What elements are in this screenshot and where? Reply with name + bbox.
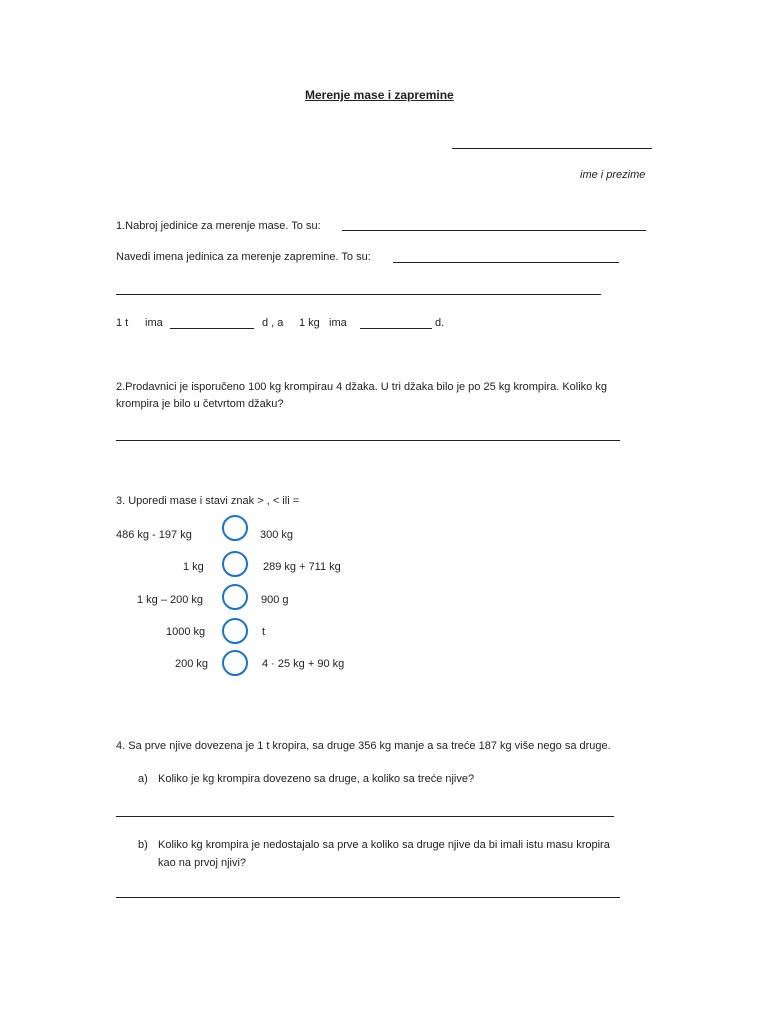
q3-row-4-sign-circle[interactable] [222, 618, 248, 644]
q3-prompt: 3. Uporedi mase i stavi znak > , < ili = [116, 495, 300, 507]
q1-volume-units-answer-line[interactable] [393, 262, 619, 263]
q1-extra-answer-line[interactable] [116, 294, 601, 295]
q4-b-question-line-1: Koliko kg krompira je nedostajalo sa prve a koliko sa druge njive da bi imali istu masu kropira [158, 839, 610, 851]
q1-ima-label-2: ima [329, 317, 347, 329]
q1-ton-label: 1 t [116, 317, 129, 329]
q1-ima-label-1: ima [145, 317, 163, 329]
q3-row-4-left: 1000 kg [166, 626, 206, 638]
q1-volume-units-prompt: Navedi imena jedinica za merenje zapremine. To su: [116, 251, 371, 263]
q3-row-5-right: 4 · 25 kg + 90 kg [262, 658, 345, 670]
q4-a-marker: a) [138, 773, 148, 785]
q1-d-a-label: d , a [262, 317, 284, 329]
q3-row-3-sign-circle[interactable] [222, 584, 248, 610]
q2-text-line-1: 2.Prodavnici je isporučeno 100 kg krompirau 4 džaka. U tri džaka bilo je po 25 kg krompira. Koliko kg [116, 381, 607, 393]
q4-b-marker: b) [138, 839, 148, 851]
q3-row-5-left: 200 kg [175, 658, 209, 670]
name-input-line[interactable] [452, 148, 652, 149]
q4-a-question: Koliko je kg krompira dovezeno sa druge, a koliko sa treće njive? [158, 773, 475, 785]
name-caption: ime i prezime [580, 169, 646, 181]
q3-row-2-left: 1 kg [183, 561, 204, 573]
q3-row-3-left: 1 kg – 200 kg [137, 594, 204, 606]
q3-row-5-sign-circle[interactable] [222, 650, 248, 676]
q3-row-1-right: 300 kg [260, 529, 294, 541]
q1-kg-label: 1 kg [299, 317, 320, 329]
q3-row-2-right: 289 kg + 711 kg [263, 561, 341, 573]
q1-mass-units-answer-line[interactable] [342, 230, 646, 231]
q3-row-3-right: 900 g [261, 594, 289, 606]
q3-row-2-sign-circle[interactable] [222, 551, 248, 577]
q1-d-end-label: d. [435, 317, 445, 329]
q1-kg-answer-line[interactable] [360, 328, 432, 329]
q3-row-1-left: 486 kg - 197 kg [116, 529, 192, 541]
q1-ton-answer-line[interactable] [170, 328, 254, 329]
page-title: Merenje mase i zapremine [305, 88, 454, 102]
q4-b-answer-line[interactable] [116, 897, 620, 898]
q1-mass-units-prompt: 1.Nabroj jedinice za merenje mase. To su: [116, 220, 321, 232]
q4-prompt: 4. Sa prve njive dovezena je 1 t kropira, sa druge 356 kg manje a sa treće 187 kg više nego sa druge. [116, 740, 611, 752]
q2-answer-line[interactable] [116, 440, 620, 441]
q3-row-1-sign-circle[interactable] [222, 515, 248, 541]
q4-b-question-line-2: kao na prvoj njivi? [158, 857, 247, 869]
q3-row-4-right: t [262, 626, 266, 638]
q2-text-line-2: krompira je bilo u četvrtom džaku? [116, 398, 284, 410]
q4-a-answer-line[interactable] [116, 816, 614, 817]
